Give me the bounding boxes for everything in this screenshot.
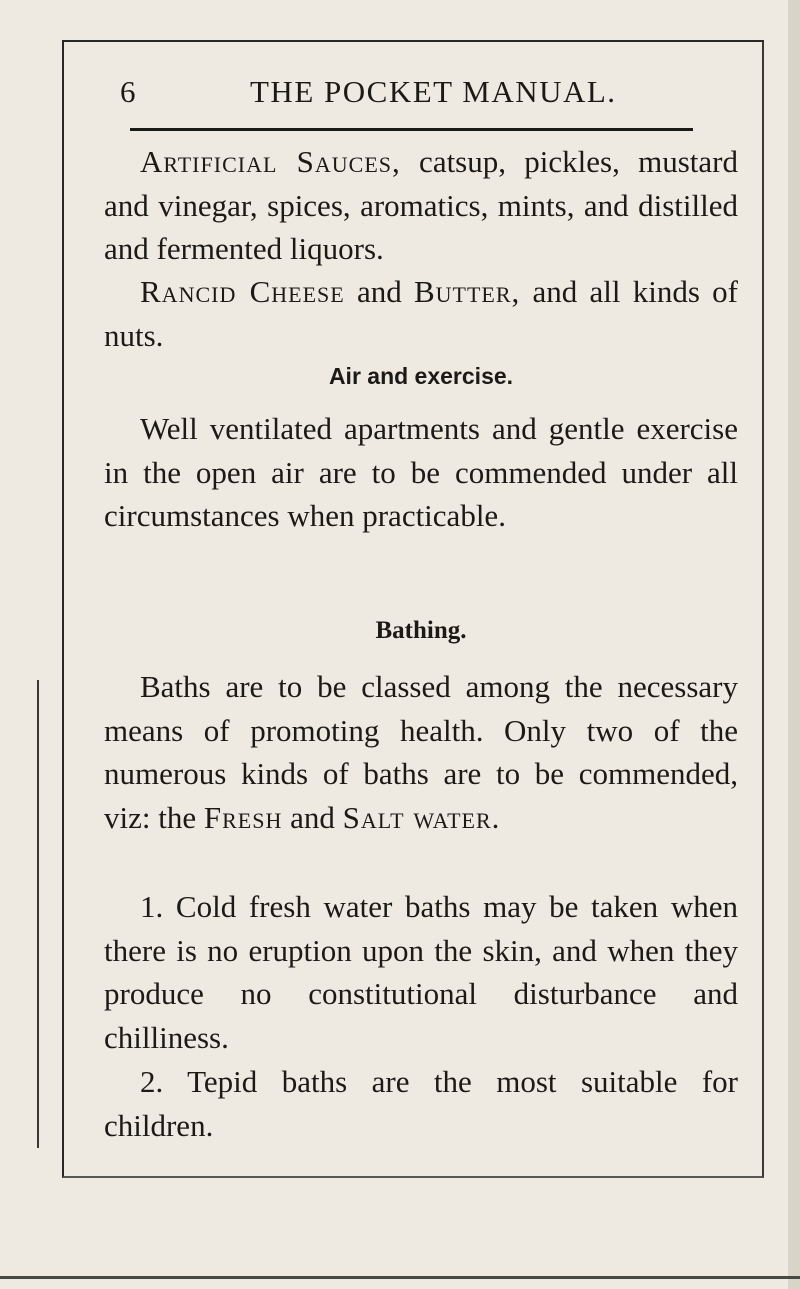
paragraph-artificial-sauces xyxy=(104,140,738,271)
page-edge xyxy=(788,0,800,1289)
paragraph-text: and xyxy=(282,799,343,835)
heading-bathing: Bathing. xyxy=(375,617,467,644)
margin-rule xyxy=(37,680,39,1148)
running-title: THE POCKET MANUAL. xyxy=(250,74,617,109)
paragraph-air: Well ventilated apartments and gentle exercise in the open air are to be commended under all circumstances when practicable. xyxy=(104,411,738,533)
paragraph-baths xyxy=(104,665,738,839)
paragraph-text: Baths are to be classed among the necessary means of promoting health. Only two of the numerous kinds of baths are to be commended, viz: the xyxy=(104,669,738,835)
paragraph-text: catsup, pickles, mustard and vinegar, spices, aromatics, mints, and distilled and fermented liquors. xyxy=(104,144,738,266)
paragraph-cold-baths: 1. Cold fresh water baths may be taken when there is no eruption upon the skin, and when they produce no constitutional disturbance and chilliness. xyxy=(104,889,738,1055)
term-artificial-sauces: Artificial Sauces, xyxy=(140,144,401,179)
running-header xyxy=(120,74,680,122)
paragraph-tepid-baths: 2. Tepid baths are the most suitable for children. xyxy=(104,1064,738,1143)
paragraph-rancid-cheese xyxy=(104,270,738,357)
term-rancid-cheese: Rancid Cheese xyxy=(140,274,345,309)
header-rule xyxy=(130,128,693,131)
bottom-rule xyxy=(0,1276,800,1279)
page-number: 6 xyxy=(120,74,137,109)
paragraph-text: and xyxy=(344,274,414,309)
term-fresh: Fresh xyxy=(203,799,283,835)
term-butter: Butter, xyxy=(413,274,521,309)
heading-air-and-exercise: Air and exercise. xyxy=(328,363,514,389)
paragraph-text: and all kinds of nuts. xyxy=(104,274,738,353)
term-salt-water: Salt water. xyxy=(342,799,501,835)
